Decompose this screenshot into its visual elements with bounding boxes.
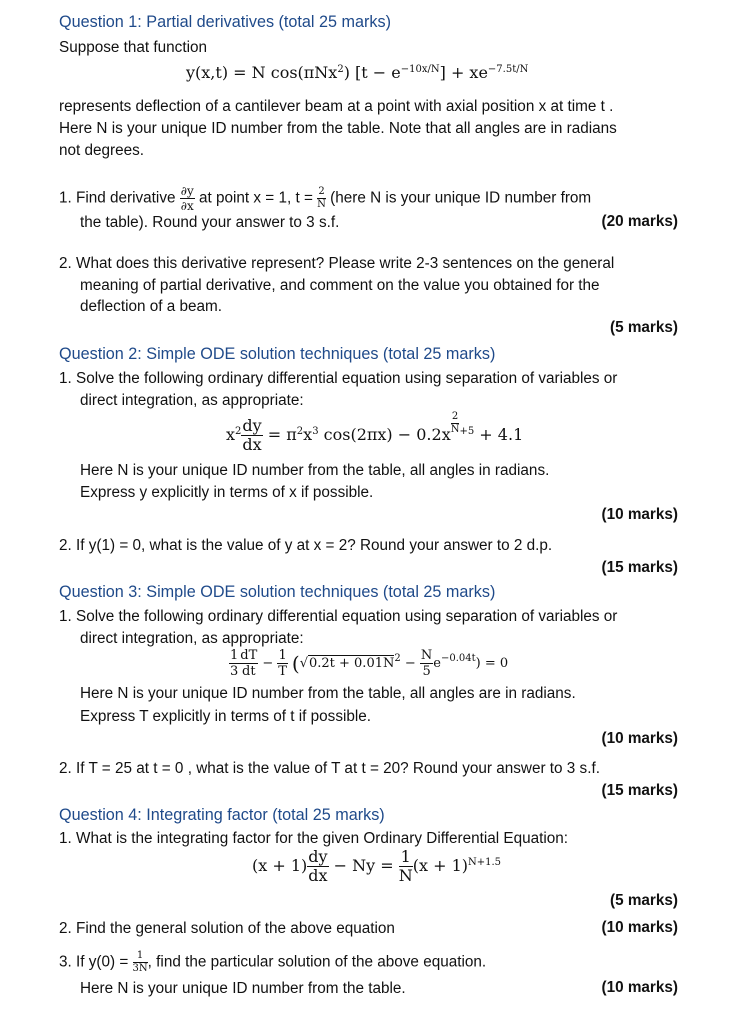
q1-intro: Suppose that function [59,39,207,56]
q1-heading: Question 1: Partial derivatives (total 25 marks) [59,13,391,31]
q2-item1-marks: (10 marks) [601,506,678,523]
q3-item1-line2: direct integration, as appropriate: [80,630,304,647]
q4-item3-marks: (10 marks) [601,979,678,996]
q3-note1: Here N is your unique ID number from the table, all angles are in radians. [80,685,576,702]
q3-item2: 2. If T = 25 at t = 0 , what is the value of T at t = 20? Round your answer to 3 s.f. [59,760,600,777]
q1-item2-marks: (5 marks) [609,319,678,336]
q2-item1-line2: direct integration, as appropriate: [80,392,304,409]
q4-item1: 1. What is the integrating factor for the given Ordinary Differential Equation: [59,830,569,847]
q1-para-line3: not degrees. [59,142,145,159]
q1-item2-line2: meaning of partial derivative, and comment on the value you obtained for the [80,277,600,294]
initial-value-fraction: $\frac{1}{3N}$ [132,950,148,974]
q4-item2-marks: (10 marks) [601,919,678,936]
q2-note1: Here N is your unique ID number from the table, all angles in radians. [80,462,550,479]
q3-item1-line1: 1. Solve the following ordinary differential equation using separation of variables or [59,608,618,625]
q1-item1-line2: the table). Round your answer to 3 s.f. [80,214,340,231]
q2-item2: 2. If y(1) = 0, what is the value of y at x = 2? Round your answer to 2 d.p. [59,537,553,554]
q2-item1-line1: 1. Solve the following ordinary differential equation using separation of variables or [59,370,618,387]
q3-note2: Express T explicitly in terms of t if possible. [80,708,372,725]
q2-item2-marks: (15 marks) [601,559,678,576]
q4-item3-line1: 3. If y(0) = $\frac{1}{3N}$ , find the particular solution of the above equation. [59,950,487,974]
q1-item2-line3: deflection of a beam. [80,298,223,315]
q3-equation: $\frac{1}{3}$ $\frac{dT}{dt}$ − $\frac{1}{T}$ ($√0.2t + 0.01N^2$ − $\frac{N}{5}$ $e^{-0.04t}) = 0$ [230,648,509,679]
q4-item1-marks: (5 marks) [609,892,678,909]
q1-item1-marks: (20 marks) [601,213,678,230]
q3-item2-marks: (15 marks) [601,782,678,799]
q1-para-line1: represents deflection of a cantilever beam at a point with axial position x at time t . [59,98,614,115]
partial-derivative-fraction: $\frac{\partial y}{\partial x}$ [180,184,194,213]
time-fraction: $\frac{2}{N}$ [317,186,326,210]
q1-equation: y(x,t) = N cos(πNx$^2$) $[t - e^{-10x/N}] + xe^{-7.5t/N}$ [186,63,529,82]
q3-item1-marks: (10 marks) [601,730,678,747]
q2-note2: Express y explicitly in terms of x if possible. [80,484,374,501]
q4-item2: 2. Find the general solution of the above equation [59,920,395,937]
q4-equation: (x + 1) $\frac{dy}{dx}$ − Ny = $\frac{1}{N}$ $(x + 1)^{N+1.5}$ [252,847,502,885]
q1-item1-line1: 1. Find derivative $\frac{\partial y}{\partial x}$ at point x = 1, t = $\frac{2}{N}$ (here N is your unique ID number from [59,184,592,213]
q4-heading: Question 4: Integrating factor (total 25 marks) [59,806,385,824]
q2-equation: $x^2$ $\frac{dy}{dx}$ = $\pi^2x^3$ cos(2πx) − 0.2x $^{\frac{2}{N} +5}$ + 4.1 [226,411,524,454]
q2-heading: Question 2: Simple ODE solution techniques (total 25 marks) [59,345,496,363]
q1-item2-line1: 2. What does this derivative represent? Please write 2-3 sentences on the general [59,255,615,272]
dy-dx-fraction: $\frac{dy}{dx}$ [242,416,262,454]
q4-item3-line2: Here N is your unique ID number from the table. [80,980,406,997]
q1-para-line2: Here N is your unique ID number from the table. Note that all angles are in radians [59,120,617,137]
q3-heading: Question 3: Simple ODE solution techniques (total 25 marks) [59,583,496,601]
